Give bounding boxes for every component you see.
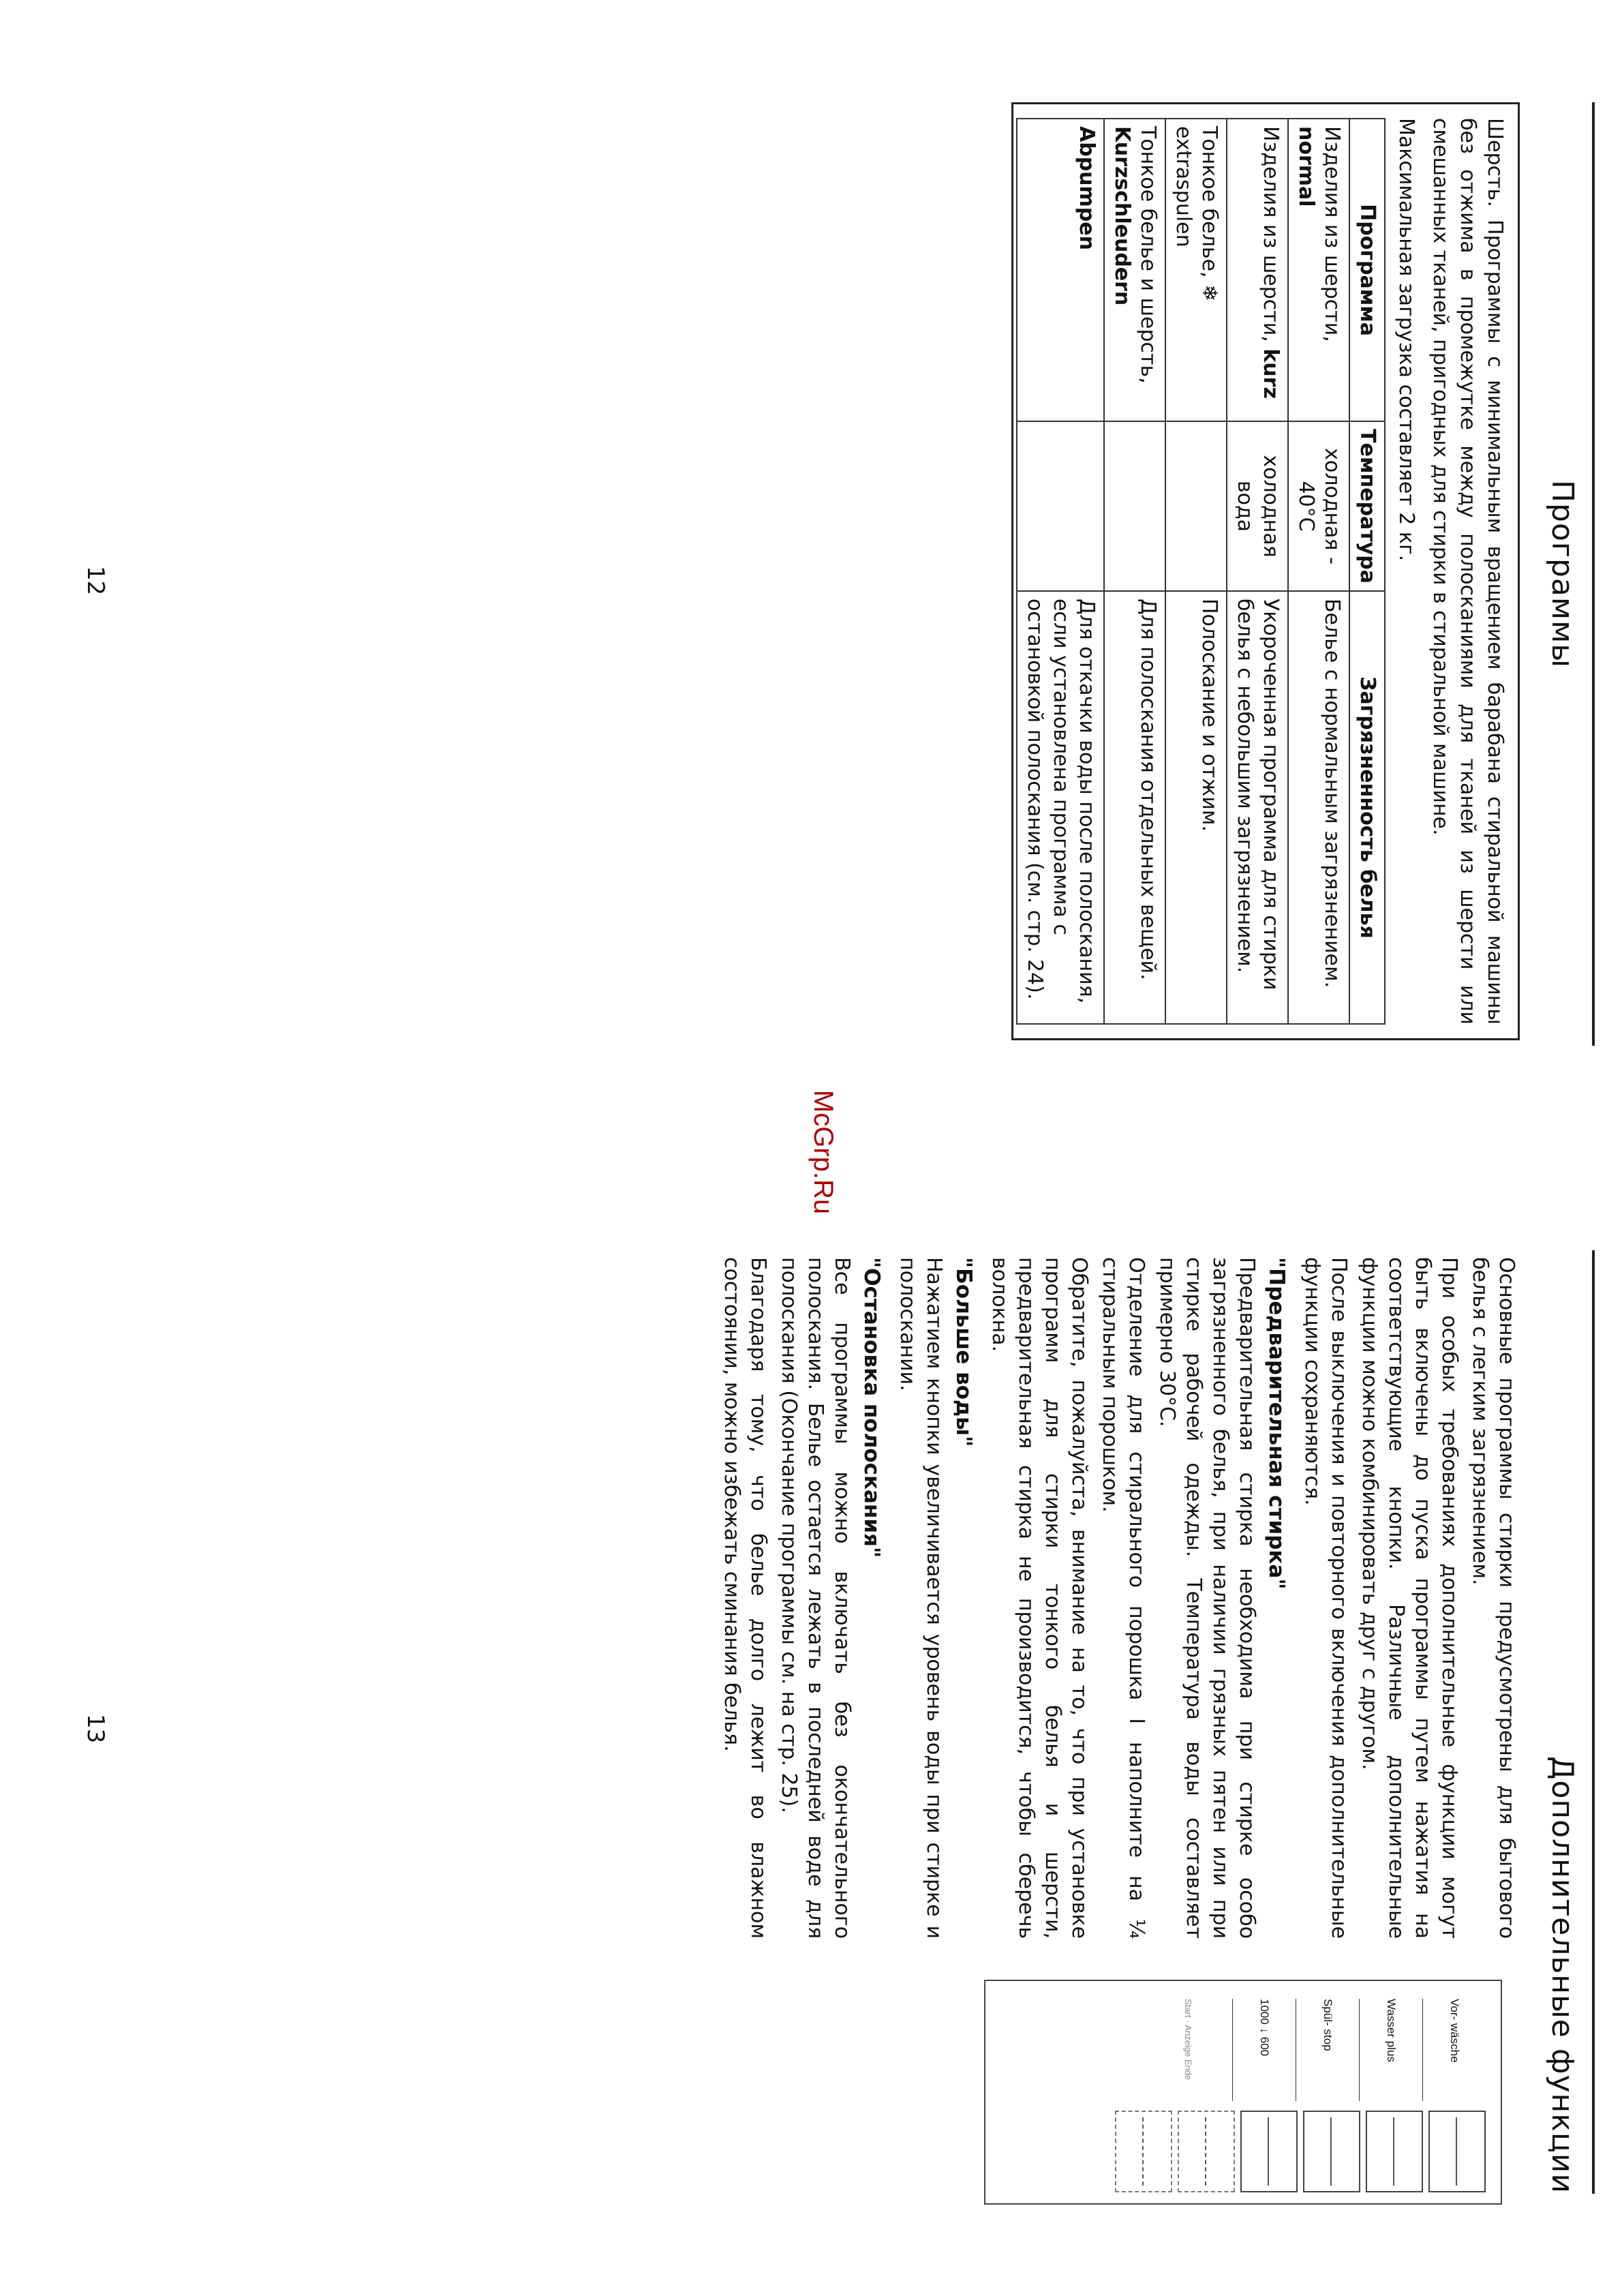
temperature-cell: [1104, 421, 1165, 591]
page-13-header: [1545, 1250, 1595, 2194]
control-panel-illustration: [984, 1980, 1502, 2205]
program-name: Тонкое белье и шерсть,: [1136, 126, 1160, 384]
table-row: [1227, 119, 1288, 1024]
program-name: Изделия из шерсти,: [1259, 126, 1283, 342]
more-water-label: Wasser plus: [1359, 1999, 1422, 2101]
programs-box: [1011, 102, 1520, 1040]
start-key-outline: [1178, 2111, 1235, 2192]
program-mode: Abpumpen: [1075, 126, 1099, 250]
page-title: Программы: [1545, 479, 1580, 669]
prewash-label: Vor- wäsche: [1422, 1999, 1486, 2101]
description-cell: Для полоскания отдельных вещей.: [1104, 591, 1165, 1024]
program-cell: [1104, 119, 1165, 421]
page-number: 13: [82, 1714, 109, 1744]
program-cell: [1288, 119, 1349, 421]
program-name: Изделия из шерсти,: [1320, 126, 1344, 342]
paragraph: Нажатием кнопки увеличивается уровень воды при стирке и полоскании.: [896, 1257, 946, 1939]
temperature-cell: [1017, 421, 1104, 591]
section-heading: "Предварительная стирка": [1264, 1257, 1289, 1590]
programs-table: [1016, 118, 1386, 1025]
paragraph: Отделение для стирального порошка I наполните на ¼ стиральным порошком.: [1098, 1257, 1148, 1939]
col-header-program: Программа: [1349, 119, 1385, 421]
col-header-soil: Загрязненность белья: [1349, 591, 1385, 1024]
prewash-key: [1428, 2111, 1486, 2192]
table-row: [1288, 119, 1349, 1024]
description-cell: Укороченная программа для стирки белья с небольшим загрязнением.: [1227, 591, 1288, 1024]
program-cell: [1165, 119, 1227, 421]
paragraph: Основные программы стирки предусмотрены для бытового белья с легким загрязнением.: [1468, 1257, 1518, 1939]
panel-labels: [1232, 1999, 1486, 2101]
table-row: [1017, 119, 1104, 1024]
paragraph: Обратите, пожалуйста, внимание на то, что при установке программ для стирки тонкого белья и шерсти, предварительная стирка не производится, чтобы сберечь волокна.: [988, 1257, 1091, 1939]
table-header-row: [1349, 119, 1385, 1024]
program-cell: [1017, 119, 1104, 421]
paragraph: Благодаря тому, что белье долго лежит во влажном состоянии, можно избежать сминания белья.: [720, 1257, 770, 1939]
description-cell: Белье с нормальным загрязнением.: [1288, 591, 1349, 1024]
section-heading: "Остановка полоскания": [859, 1257, 884, 1558]
paragraph: Все программы можно включать без окончательного полоскания. Белье остается лежать в последней воде для полоскания (Окончание программы см. на стр. 25).: [777, 1257, 854, 1939]
section-heading: "Больше воды": [951, 1257, 976, 1447]
program-mode: kurz: [1259, 348, 1283, 399]
paragraph: Предварительная стирка необходима при стирке особо загрязненного белья, при наличии грязных пятен или при стирке рабочей одежды. Температура воды составляет примерно 30°C.: [1155, 1257, 1259, 1939]
temperature-cell: холодная - 40°C: [1288, 421, 1349, 591]
max-load-text: Максимальная загрузка составляет 2 кг.: [1394, 118, 1418, 562]
intro-paragraph: Шерсть. Программы с минимальным вращением барабана стиральной машины без отжима в промежутке между полосканиями для тканей из шерсти или смешанных тканей, пригодных для стирки в стиральной машине.: [1428, 118, 1507, 1025]
paragraph: После выключения и повторного включения дополнительные функции сохраняются.: [1300, 1257, 1351, 1939]
spin-speed-label: 1000 ↓ 600: [1232, 1999, 1296, 2101]
extra-key-outline: [1115, 2111, 1172, 2192]
functions-text: [714, 1257, 1520, 1939]
panel-keys: [1110, 2111, 1486, 2192]
table-row: [1165, 119, 1227, 1024]
watermark-text: McGrp.Ru: [808, 1089, 838, 1215]
program-mode: Kurzschleudern: [1110, 126, 1134, 306]
program-name: Тонкое белье, ❄ extraspulen: [1172, 126, 1221, 302]
rinse-stop-label: Spül- stop: [1296, 1999, 1359, 2101]
description-cell: Полоскание и отжим.: [1165, 591, 1227, 1024]
page-number: 12: [82, 566, 109, 596]
page-12-header: [1545, 102, 1595, 1046]
more-water-key: [1366, 2111, 1423, 2192]
page-13: [0, 1148, 1622, 2296]
table-row: [1104, 119, 1165, 1024]
page-title: Дополнительные функции: [1545, 1756, 1580, 2194]
program-cell: [1227, 119, 1288, 421]
faint-label: Start · Anzeige Ende: [1183, 1999, 1194, 2081]
program-mode: normal: [1294, 126, 1318, 207]
col-header-temperature: Температура: [1349, 421, 1385, 591]
rinse-stop-key: [1303, 2111, 1360, 2192]
paragraph: При особых требованиях дополнительные функции могут быть включены до пуска программы путем нажатия на соответствующие кнопки. Различные дополнительные функции можно комбинировать друг с другом.: [1358, 1257, 1461, 1939]
description-cell: Для откачки воды после полоскания, если установлена программа с остановкой полоскания (см. стр. 24).: [1017, 591, 1104, 1024]
spin-speed-key: [1240, 2111, 1298, 2192]
temperature-cell: холодная вода: [1227, 421, 1288, 591]
temperature-cell: [1165, 421, 1227, 591]
